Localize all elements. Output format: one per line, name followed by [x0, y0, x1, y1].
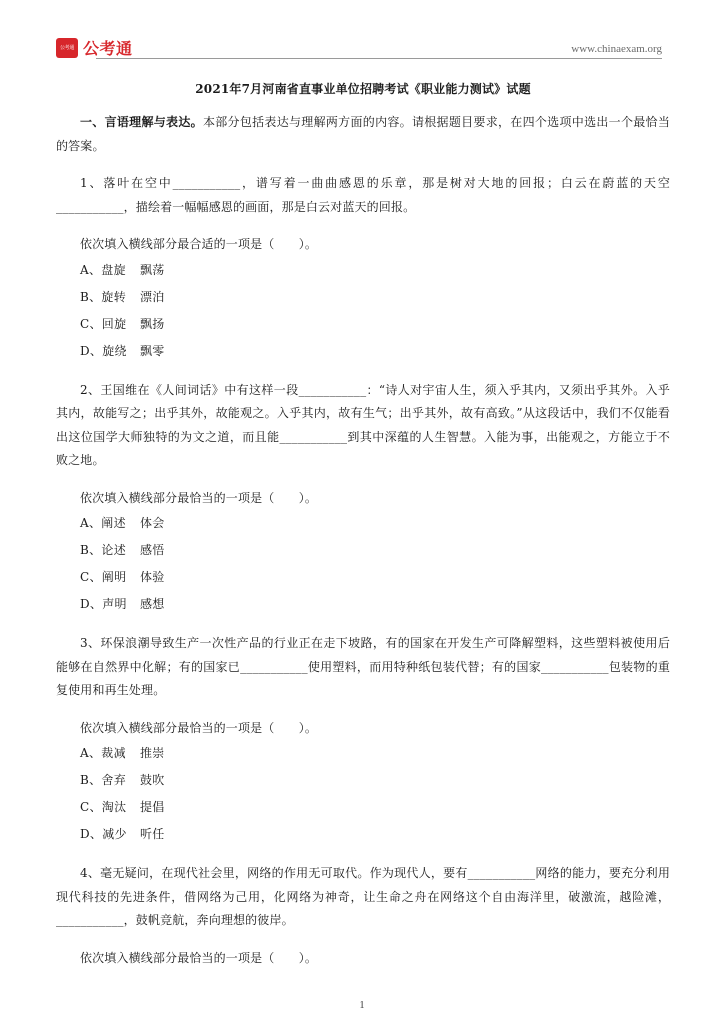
- option-b: [56, 284, 670, 311]
- document-body: [56, 70, 670, 970]
- option-c: [56, 311, 670, 338]
- question-stem: 4、毫无疑问，在现代社会里，网络的作用无可取代。作为现代人，要有___________网络的能力，要充分利用现代科技的先进条件，借网络为己用，化网络为神奇，让生命之舟在网络这个自由海洋里，破激流，越险滩，___________，鼓帆竞航，奔向理想的彼岸。: [56, 866, 670, 927]
- option-text: 体会: [140, 516, 165, 530]
- option-letter: C、阐明: [80, 570, 127, 584]
- option-letter: C、淘汰: [80, 800, 127, 814]
- option-b: [56, 537, 670, 564]
- option-text: 飘荡: [140, 262, 165, 277]
- option-text: 推崇: [140, 746, 165, 760]
- page-number: 1: [359, 1000, 365, 1011]
- question-prompt: 依次填入横线部分最合适的一项是（ ）。: [80, 237, 318, 251]
- logo-badge-icon: 公考通: [56, 38, 78, 58]
- option-letter: D、旋绕: [80, 343, 127, 358]
- option-b: [56, 767, 670, 794]
- site-url: www.chinaexam.org: [571, 43, 662, 55]
- option-a: [56, 257, 670, 284]
- question-stem: 1、落叶在空中___________，谱写着一曲曲感恩的乐章，那是树对大地的回报；白云在蔚蓝的天空___________，描绘着一幅幅感恩的画面，那是白云对蓝天的回报。: [56, 176, 670, 214]
- option-text: 飘扬: [140, 316, 165, 331]
- header-divider: [96, 58, 662, 59]
- option-letter: B、旋转: [80, 289, 127, 304]
- option-d: [56, 591, 670, 618]
- question-prompt: 依次填入横线部分最恰当的一项是（ ）。: [80, 490, 318, 505]
- question-prompt: 依次填入横线部分最恰当的一项是（ ）。: [80, 950, 318, 965]
- option-text: 感悟: [140, 543, 165, 557]
- option-c: [56, 564, 670, 591]
- option-text: 鼓吹: [140, 773, 165, 787]
- question-prompt: 依次填入横线部分最恰当的一项是（ ）。: [80, 720, 318, 735]
- option-letter: D、声明: [80, 597, 127, 611]
- option-text: 体验: [140, 570, 165, 584]
- section-heading-text: 本部分包括表达与理解两方面的内容。请根据题目要求，在四个选项中选出一个最恰当的答案。: [56, 115, 670, 153]
- option-letter: A、盘旋: [80, 262, 126, 277]
- document-title: 2021年7月河南省直事业单位招聘考试《职业能力测试》试题: [195, 82, 531, 96]
- option-d: [56, 338, 670, 365]
- option-c: [56, 794, 670, 821]
- logo-text: 公考通: [83, 39, 133, 58]
- option-a: [56, 740, 670, 767]
- option-letter: B、舍弃: [80, 773, 127, 787]
- option-letter: B、论述: [80, 543, 127, 557]
- option-text: 提倡: [140, 800, 165, 814]
- option-letter: C、回旋: [80, 316, 127, 331]
- question-stem: 2、王国维在《人间词话》中有这样一段___________：“诗人对宇宙人生，须入乎其内，又须出乎其外。入乎其内，故能写之；出乎其外，故能观之。入乎其内，故有生气；出乎其外，故有高致。”从这段话中，我们不仅能看出这位国学大师独特的为文之道，而且能___________到其中深蕴的人生智慧。入能为事，出能观之，方能立于不败之地。: [56, 382, 670, 467]
- option-letter: A、裁减: [80, 746, 126, 760]
- page-header: [40, 34, 662, 60]
- option-letter: A、阐述: [80, 516, 126, 530]
- option-d: [56, 821, 670, 848]
- option-letter: D、减少: [80, 827, 127, 841]
- section-heading-bold: 一、言语理解与表达。: [80, 115, 203, 129]
- option-text: 感想: [140, 597, 165, 611]
- option-text: 漂泊: [140, 289, 165, 304]
- logo: [56, 36, 133, 59]
- section-heading: [56, 111, 670, 158]
- option-text: 飘零: [140, 343, 165, 358]
- option-text: 听任: [140, 827, 165, 841]
- option-a: [56, 510, 670, 537]
- question-stem: 3、环保浪潮导致生产一次性产品的行业正在走下坡路，有的国家在开发生产可降解塑料，这些塑料被使用后能够在自然界中化解；有的国家已___________使用塑料，而用特种纸包装代替；有的国家___________包装物的重复使用和再生处理。: [56, 636, 670, 697]
